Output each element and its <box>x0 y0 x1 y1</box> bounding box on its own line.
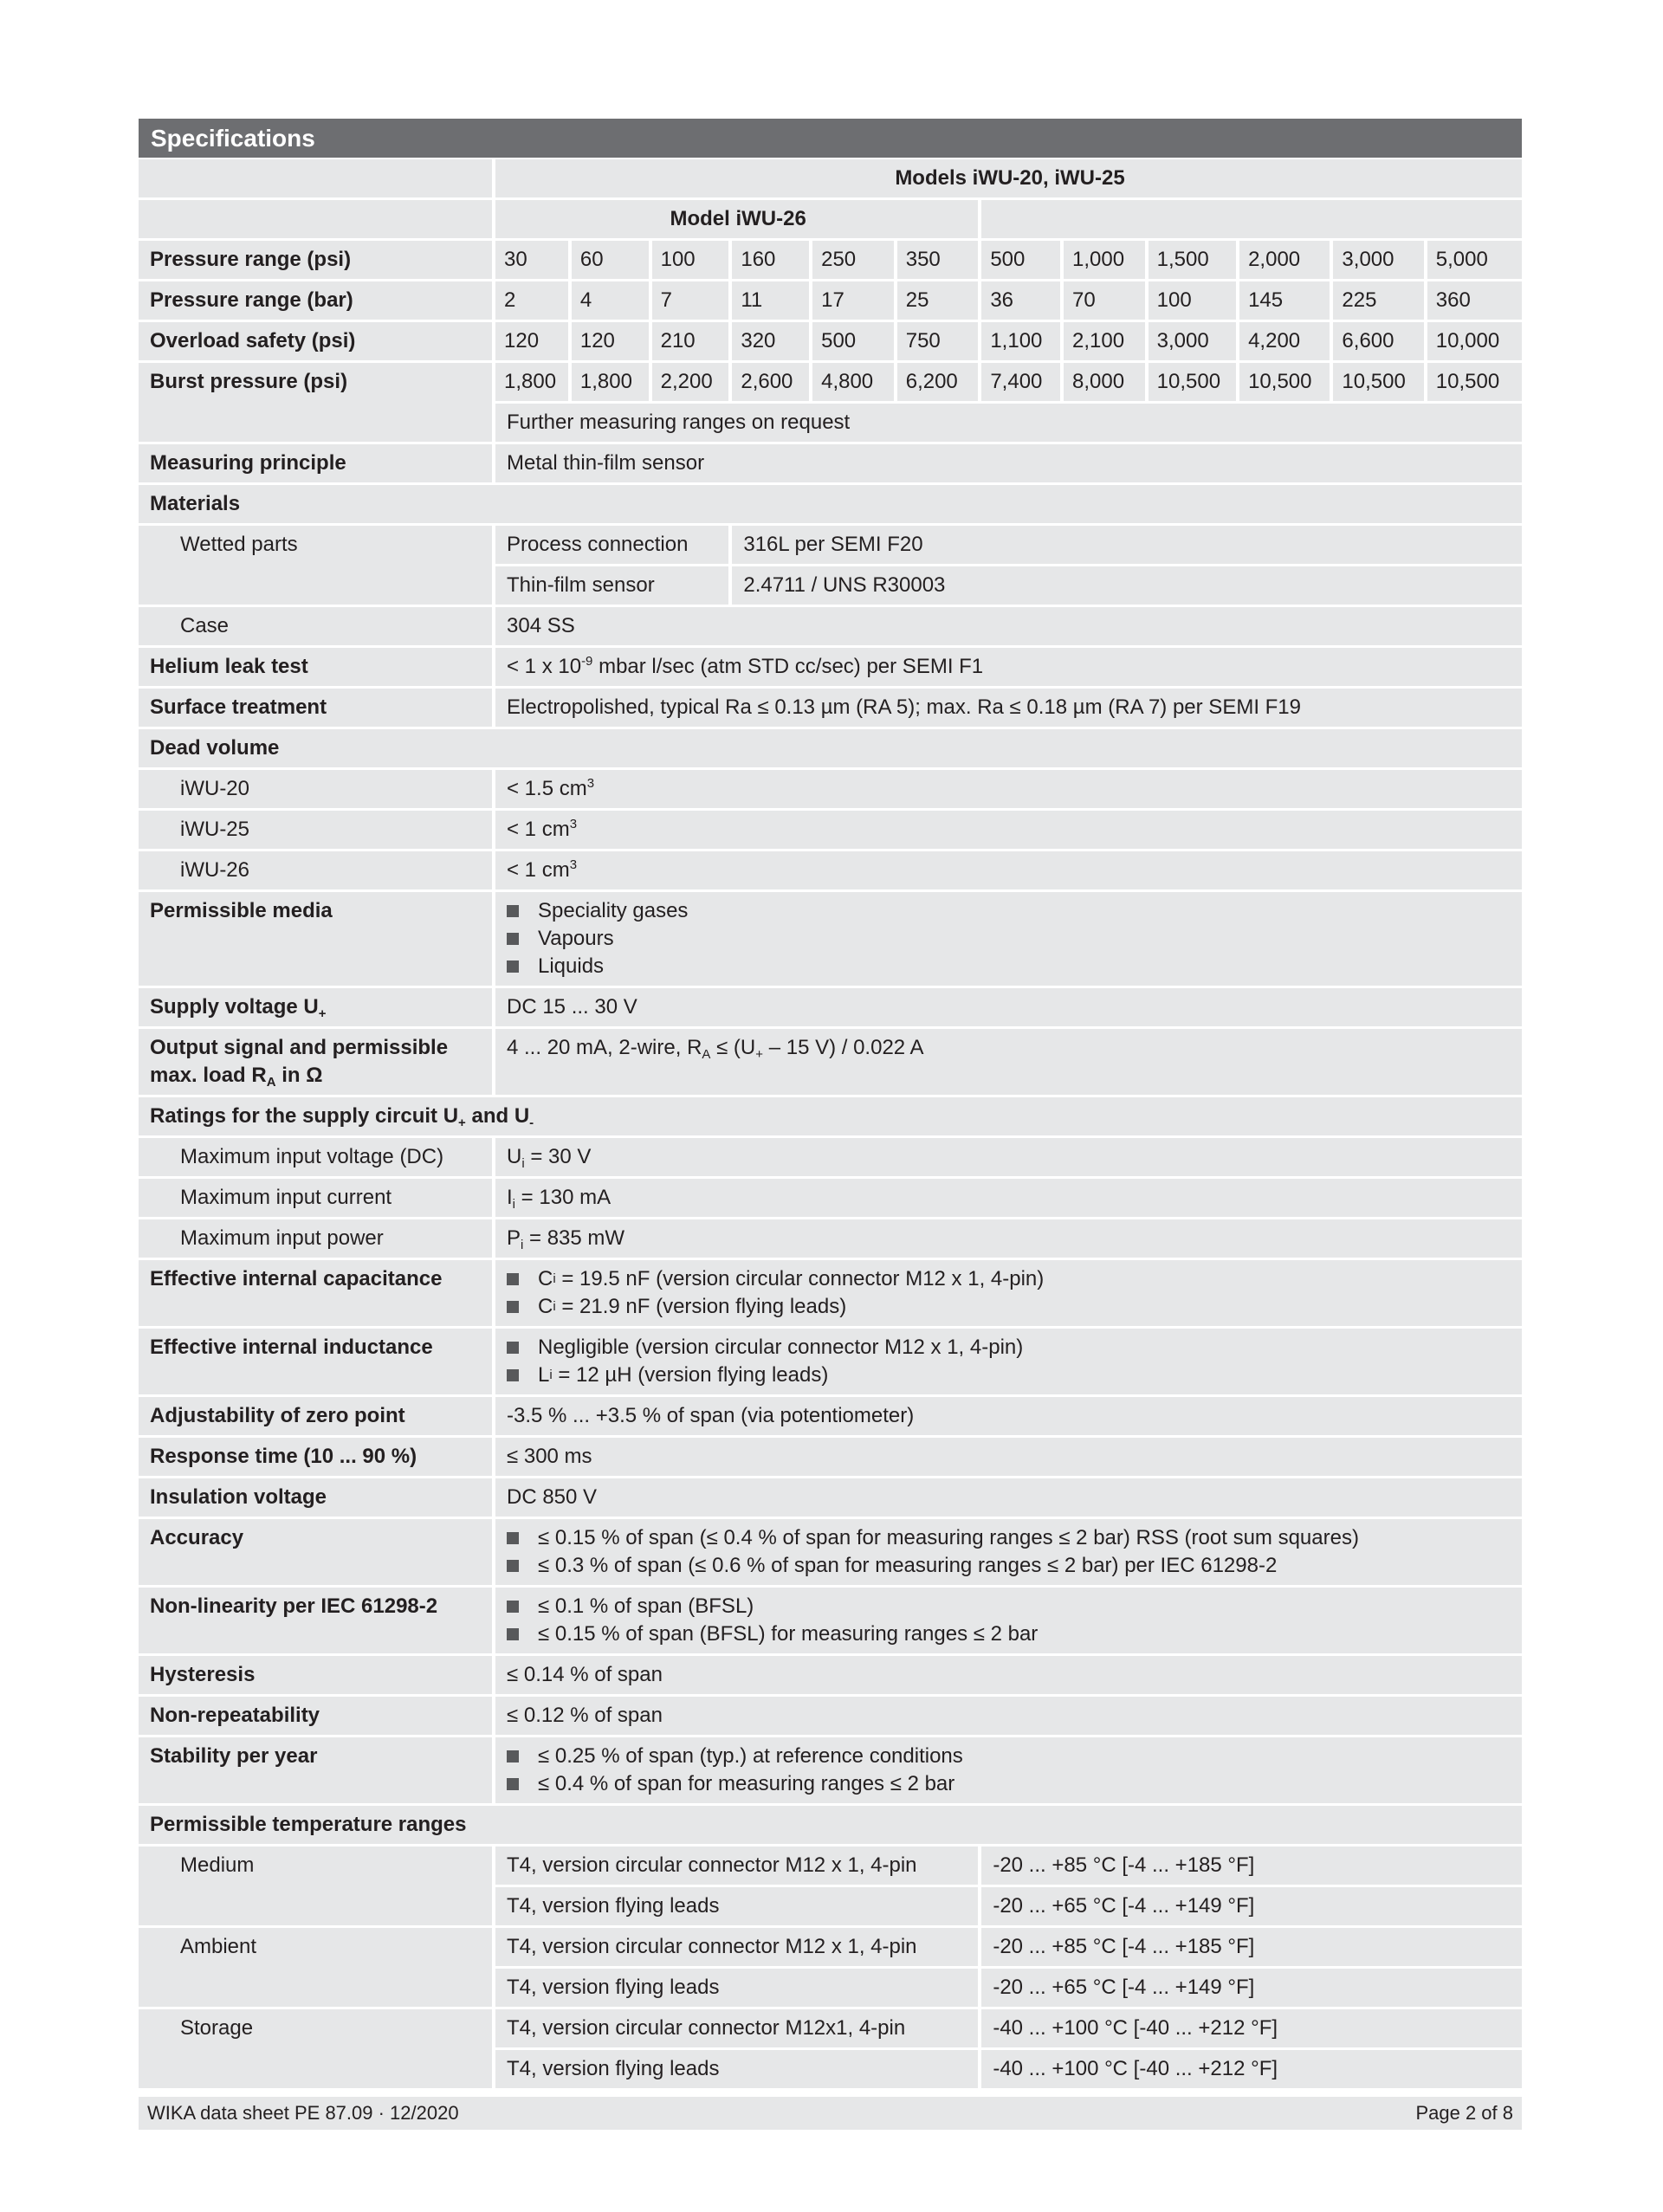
stability-label: Stability per year <box>139 1737 492 1803</box>
list-item <box>507 1743 1513 1770</box>
bullet-icon <box>507 1601 519 1613</box>
pressure-bar-cell: 11 <box>732 281 809 320</box>
capacitance-label: Effective internal capacitance <box>139 1260 492 1326</box>
inductance-label: Effective internal inductance <box>139 1329 492 1394</box>
output-signal-value <box>495 1029 1522 1095</box>
text: Supply voltage U <box>150 995 319 1019</box>
empty-cell <box>139 159 492 197</box>
helium-leak-label: Helium leak test <box>139 648 492 686</box>
section-title: Specifications <box>139 119 1522 158</box>
process-connection-value: 316L per SEMI F20 <box>732 526 1522 564</box>
stability-list <box>495 1737 1522 1803</box>
text: P <box>507 1226 521 1250</box>
superscript: -9 <box>581 654 593 669</box>
bullet-icon <box>507 1778 519 1790</box>
text: and U <box>465 1104 530 1128</box>
overload-cell: 120 <box>495 322 568 360</box>
text: 4 ... 20 mA, 2-wire, R <box>507 1036 702 1059</box>
pressure-psi-cell: 30 <box>495 241 568 279</box>
list-item: L i = 12 µH (version flying leads) <box>507 1361 1513 1389</box>
burst-cell: 1,800 <box>495 363 568 401</box>
superscript: 3 <box>569 857 578 872</box>
surface-treatment-value: Electropolished, typical Ra ≤ 0.13 µm (RA 5); max. Ra ≤ 0.18 µm (RA 7) per SEMI F19 <box>495 689 1522 727</box>
nonlinearity-list <box>495 1588 1522 1653</box>
text: L <box>538 1363 550 1387</box>
temp-group-label: Medium <box>139 1847 492 1925</box>
burst-cell: 10,500 <box>1427 363 1522 401</box>
bullet-icon <box>507 1342 519 1354</box>
max-current-label: Maximum input current <box>139 1179 492 1217</box>
list-item <box>507 897 1513 925</box>
pressure-bar-cell: 360 <box>1427 281 1522 320</box>
specifications-table <box>139 159 1522 2088</box>
burst-cell: 1,800 <box>572 363 649 401</box>
pressure-psi-cell: 1,500 <box>1149 241 1236 279</box>
text: Liquids <box>538 954 605 978</box>
subscript: A <box>702 1047 711 1062</box>
list-item <box>507 925 1513 953</box>
further-ranges-note: Further measuring ranges on request <box>495 404 1522 442</box>
text: U <box>507 1145 522 1168</box>
dead-volume-value <box>495 770 1522 808</box>
pressure-psi-cell: 5,000 <box>1427 241 1522 279</box>
text: = 130 mA <box>515 1186 611 1209</box>
list-item <box>507 1552 1513 1580</box>
text: mbar l/sec (atm STD cc/sec) per SEMI F1 <box>592 655 984 678</box>
bullet-icon <box>507 1560 519 1572</box>
text: ≤ 0.15 % of span (≤ 0.4 % of span for measuring ranges ≤ 2 bar) RSS (root sum squares) <box>538 1526 1359 1549</box>
pressure-psi-cell: 100 <box>652 241 729 279</box>
list-item: C i = 21.9 nF (version flying leads) <box>507 1293 1513 1321</box>
temp-version: T4, version flying leads <box>495 1969 978 2007</box>
list-item: C i = 19.5 nF (version circular connector M12 x 1, 4-pin) <box>507 1265 1513 1293</box>
temp-version: T4, version flying leads <box>495 1887 978 1925</box>
pressure-bar-label: Pressure range (bar) <box>139 281 492 320</box>
temp-range: -40 ... +100 °C [-40 ... +212 °F] <box>981 2009 1522 2047</box>
list-item <box>507 1524 1513 1552</box>
list-item <box>507 1770 1513 1798</box>
surface-treatment-label: Surface treatment <box>139 689 492 727</box>
text: < 1.5 cm <box>507 777 587 800</box>
bullet-icon <box>507 905 519 917</box>
overload-cell: 210 <box>652 322 729 360</box>
text: C <box>538 1267 553 1290</box>
max-voltage-value <box>495 1138 1522 1176</box>
pressure-psi-cell: 60 <box>572 241 649 279</box>
supply-voltage-label <box>139 988 492 1026</box>
pressure-bar-cell: 100 <box>1149 281 1236 320</box>
insulation-label: Insulation voltage <box>139 1478 492 1517</box>
nonrepeatability-value: ≤ 0.12 % of span <box>495 1697 1522 1735</box>
text: – 15 V) / 0.022 A <box>763 1036 924 1059</box>
bullet-icon <box>507 1369 519 1381</box>
text: ≤ 0.15 % of span (BFSL) for measuring ranges ≤ 2 bar <box>538 1622 1039 1646</box>
text: Speciality gases <box>538 899 689 922</box>
overload-cell: 2,100 <box>1064 322 1145 360</box>
text: = 12 µH (version flying leads) <box>552 1363 829 1387</box>
temp-range: -20 ... +65 °C [-4 ... +149 °F] <box>981 1969 1522 2007</box>
pressure-psi-label: Pressure range (psi) <box>139 241 492 279</box>
burst-cell: 6,200 <box>897 363 979 401</box>
temp-version: T4, version circular connector M12 x 1, 4-pin <box>495 1847 978 1885</box>
burst-cell: 10,500 <box>1239 363 1330 401</box>
temp-group-label: Storage <box>139 2009 492 2088</box>
thin-film-sensor-value: 2.4711 / UNS R30003 <box>732 566 1522 605</box>
dead-volume-label: Dead volume <box>139 729 1522 767</box>
hysteresis-label: Hysteresis <box>139 1656 492 1694</box>
temp-version: T4, version circular connector M12x1, 4-pin <box>495 2009 978 2047</box>
subscript: A <box>266 1075 276 1090</box>
overload-cell: 1,100 <box>981 322 1060 360</box>
superscript: 3 <box>586 776 595 791</box>
pressure-bar-cell: 70 <box>1064 281 1145 320</box>
max-power-label: Maximum input power <box>139 1219 492 1258</box>
overload-cell: 120 <box>572 322 649 360</box>
pressure-psi-cell: 250 <box>812 241 894 279</box>
temp-range: -20 ... +85 °C [-4 ... +185 °F] <box>981 1928 1522 1966</box>
pressure-bar-cell: 36 <box>981 281 1060 320</box>
bullet-icon <box>507 1532 519 1544</box>
measuring-principle-value: Metal thin-film sensor <box>495 444 1522 482</box>
burst-cell: 7,400 <box>981 363 1060 401</box>
temp-range: -20 ... +85 °C [-4 ... +185 °F] <box>981 1847 1522 1885</box>
list-item <box>507 1593 1513 1620</box>
text: Ratings for the supply circuit U <box>150 1104 459 1128</box>
overload-cell: 320 <box>732 322 809 360</box>
superscript: 3 <box>569 817 578 831</box>
materials-label: Materials <box>139 485 1522 523</box>
temp-range: -40 ... +100 °C [-40 ... +212 °F] <box>981 2050 1522 2088</box>
empty-cell <box>139 200 492 238</box>
overload-cell: 10,000 <box>1427 322 1522 360</box>
empty-cell <box>981 200 1522 238</box>
text: Vapours <box>538 927 614 950</box>
burst-cell: 8,000 <box>1064 363 1145 401</box>
footer-page-number: Page 2 of 8 <box>1415 2102 1513 2124</box>
bullet-icon <box>507 933 519 945</box>
subscript: i <box>521 1156 525 1171</box>
bullet-icon <box>507 960 519 973</box>
pressure-psi-cell: 2,000 <box>1239 241 1330 279</box>
hysteresis-value: ≤ 0.14 % of span <box>495 1656 1522 1694</box>
burst-cell: 2,200 <box>652 363 729 401</box>
text: < 1 x 10 <box>507 655 582 678</box>
pressure-bar-cell: 25 <box>897 281 979 320</box>
pressure-bar-cell: 225 <box>1333 281 1423 320</box>
subscript: i <box>521 1238 524 1252</box>
temp-group-label: Ambient <box>139 1928 492 2007</box>
temp-version: T4, version circular connector M12 x 1, 4-pin <box>495 1928 978 1966</box>
dead-volume-model: iWU-26 <box>139 851 492 889</box>
temp-range: -20 ... +65 °C [-4 ... +149 °F] <box>981 1887 1522 1925</box>
helium-leak-value <box>495 648 1522 686</box>
text: = 30 V <box>524 1145 592 1168</box>
pressure-psi-cell: 1,000 <box>1064 241 1145 279</box>
list-item <box>507 1334 1513 1361</box>
pressure-psi-cell: 350 <box>897 241 979 279</box>
list-item <box>507 953 1513 980</box>
text: = 19.5 nF (version circular connector M12 x 1, 4-pin) <box>555 1267 1045 1290</box>
subscript: + <box>458 1116 466 1130</box>
case-label: Case <box>139 607 492 645</box>
ratings-label <box>139 1097 1522 1135</box>
insulation-value: DC 850 V <box>495 1478 1522 1517</box>
subscript: i <box>512 1197 516 1212</box>
text: Negligible (version circular connector M12 x 1, 4-pin) <box>538 1336 1024 1359</box>
overload-cell: 6,600 <box>1333 322 1423 360</box>
dead-volume-value <box>495 811 1522 849</box>
text: ≤ 0.4 % of span for measuring ranges ≤ 2 bar <box>538 1772 955 1795</box>
wetted-parts-label: Wetted parts <box>139 526 492 605</box>
pressure-psi-cell: 160 <box>732 241 809 279</box>
thin-film-sensor-label: Thin-film sensor <box>495 566 728 605</box>
nonrepeatability-label: Non-repeatability <box>139 1697 492 1735</box>
output-signal-label <box>139 1029 492 1095</box>
text: ≤ 0.25 % of span (typ.) at reference conditions <box>538 1744 963 1768</box>
text: < 1 cm <box>507 818 570 841</box>
burst-cell: 10,500 <box>1149 363 1236 401</box>
measuring-principle-label: Measuring principle <box>139 444 492 482</box>
bullet-icon <box>507 1273 519 1285</box>
pressure-psi-cell: 3,000 <box>1333 241 1423 279</box>
max-current-value <box>495 1179 1522 1217</box>
dead-volume-model: iWU-25 <box>139 811 492 849</box>
text: I <box>507 1186 513 1209</box>
text: in Ω <box>275 1064 323 1087</box>
footer-document-id: WIKA data sheet PE 87.09 · 12/2020 <box>147 2102 459 2124</box>
bullet-icon <box>507 1750 519 1762</box>
nonlinearity-label: Non-linearity per IEC 61298-2 <box>139 1588 492 1653</box>
capacitance-list <box>495 1260 1522 1326</box>
subscript: + <box>755 1047 764 1062</box>
bullet-icon <box>507 1628 519 1640</box>
text: ≤ (U <box>710 1036 756 1059</box>
pressure-bar-cell: 2 <box>495 281 568 320</box>
zero-point-value: -3.5 % ... +3.5 % of span (via potentiometer) <box>495 1397 1522 1435</box>
text: = 835 mW <box>523 1226 625 1250</box>
pressure-bar-cell: 4 <box>572 281 649 320</box>
subscript: + <box>318 1006 327 1021</box>
pressure-psi-cell: 500 <box>981 241 1060 279</box>
burst-cell: 10,500 <box>1333 363 1423 401</box>
inductance-list <box>495 1329 1522 1394</box>
model26-header: Model iWU-26 <box>495 200 978 238</box>
overload-cell: 3,000 <box>1149 322 1236 360</box>
case-value: 304 SS <box>495 607 1522 645</box>
temp-version: T4, version flying leads <box>495 2050 978 2088</box>
dead-volume-model: iWU-20 <box>139 770 492 808</box>
overload-cell: 750 <box>897 322 979 360</box>
temperature-label: Permissible temperature ranges <box>139 1806 1522 1844</box>
models-header: Models iWU-20, iWU-25 <box>495 159 1522 197</box>
text: ≤ 0.3 % of span (≤ 0.6 % of span for measuring ranges ≤ 2 bar) per IEC 61298-2 <box>538 1554 1278 1577</box>
overload-cell: 4,200 <box>1239 322 1330 360</box>
list-item <box>507 1620 1513 1648</box>
text: C <box>538 1295 553 1318</box>
response-time-label: Response time (10 ... 90 %) <box>139 1438 492 1476</box>
supply-voltage-value: DC 15 ... 30 V <box>495 988 1522 1026</box>
text: < 1 cm <box>507 858 570 882</box>
pressure-bar-cell: 145 <box>1239 281 1330 320</box>
media-label: Permissible media <box>139 892 492 986</box>
text: Output signal and permissible <box>150 1036 449 1059</box>
pressure-bar-cell: 17 <box>812 281 894 320</box>
burst-cell: 4,800 <box>812 363 894 401</box>
max-power-value <box>495 1219 1522 1258</box>
subscript: - <box>529 1116 534 1130</box>
dead-volume-value <box>495 851 1522 889</box>
media-list <box>495 892 1522 986</box>
max-voltage-label: Maximum input voltage (DC) <box>139 1138 492 1176</box>
footer <box>139 2097 1522 2130</box>
burst-label: Burst pressure (psi) <box>139 363 492 442</box>
text: ≤ 0.1 % of span (BFSL) <box>538 1594 754 1618</box>
text: max. load R <box>150 1064 267 1087</box>
overload-label: Overload safety (psi) <box>139 322 492 360</box>
process-connection-label: Process connection <box>495 526 728 564</box>
text: = 21.9 nF (version flying leads) <box>555 1295 847 1318</box>
bullet-icon <box>507 1301 519 1313</box>
zero-point-label: Adjustability of zero point <box>139 1397 492 1435</box>
overload-cell: 500 <box>812 322 894 360</box>
accuracy-list <box>495 1519 1522 1585</box>
pressure-bar-cell: 7 <box>652 281 729 320</box>
burst-cell: 2,600 <box>732 363 809 401</box>
response-time-value: ≤ 300 ms <box>495 1438 1522 1476</box>
accuracy-label: Accuracy <box>139 1519 492 1585</box>
